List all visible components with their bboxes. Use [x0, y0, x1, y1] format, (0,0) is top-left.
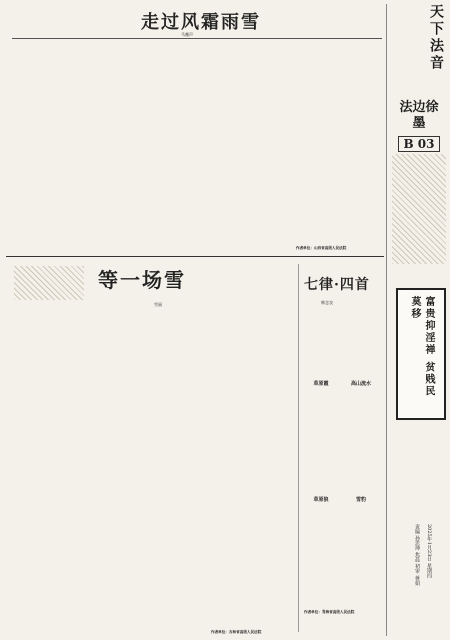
poem-1-title: 草原霞 [313, 381, 329, 387]
poem-block-4 [342, 496, 380, 507]
footer-date: 2025年1月23日 星期四 [426, 524, 432, 578]
promo-box [396, 288, 446, 420]
poem-block-2 [342, 380, 380, 391]
masthead-vertical-title: 天下法音 [428, 4, 444, 72]
poem-article-title: 七律·四首 [304, 277, 370, 293]
masthead-divider [386, 4, 387, 636]
promo-text: 富贵抑淫禅 贫贱民莫移 [409, 296, 434, 398]
poem-block-3 [302, 496, 340, 507]
poem-4-title: 雪豹 [355, 497, 366, 503]
poem-note [302, 310, 380, 366]
top-article-author: 作者单位：山西省高级人民法院 [296, 246, 347, 250]
middle-article-col-3 [202, 310, 292, 632]
middle-article-byline: 雪丽 [154, 302, 162, 307]
page-code: B 03 [398, 136, 440, 152]
top-article-col-2 [106, 42, 192, 252]
top-article-col-4 [290, 42, 380, 242]
poem-3-title: 草原狼 [313, 497, 329, 503]
poem-block-1 [302, 380, 340, 391]
middle-article-author: 作者单位：吉林省高级人民法院 [211, 630, 262, 634]
top-article-col-3 [198, 42, 284, 252]
poem-article-author: 作者单位：青海省高级人民法院 [304, 610, 355, 614]
poem-2-title: 高山流水 [350, 381, 371, 387]
decorative-pattern [14, 266, 84, 300]
middle-article-col-1 [14, 310, 104, 632]
section-divider-1 [6, 256, 384, 257]
poem-article-byline: 韩念良 [321, 300, 333, 305]
main-content [6, 4, 384, 636]
masthead-pattern [392, 154, 446, 264]
middle-article-title: 等一场雪 [98, 268, 186, 292]
top-article-byline: 马鹰声 [181, 32, 193, 37]
middle-article-col-2 [108, 310, 198, 632]
top-article-rule [12, 38, 382, 39]
top-article-col-1 [14, 42, 100, 252]
top-article-title: 走过风霜雨雪 [141, 12, 261, 33]
footer-editor: 责编 孙思坤 焦晨 初审 蒋娟 [414, 524, 420, 586]
masthead [390, 4, 448, 636]
section-name: 法边徐墨 [399, 100, 439, 131]
